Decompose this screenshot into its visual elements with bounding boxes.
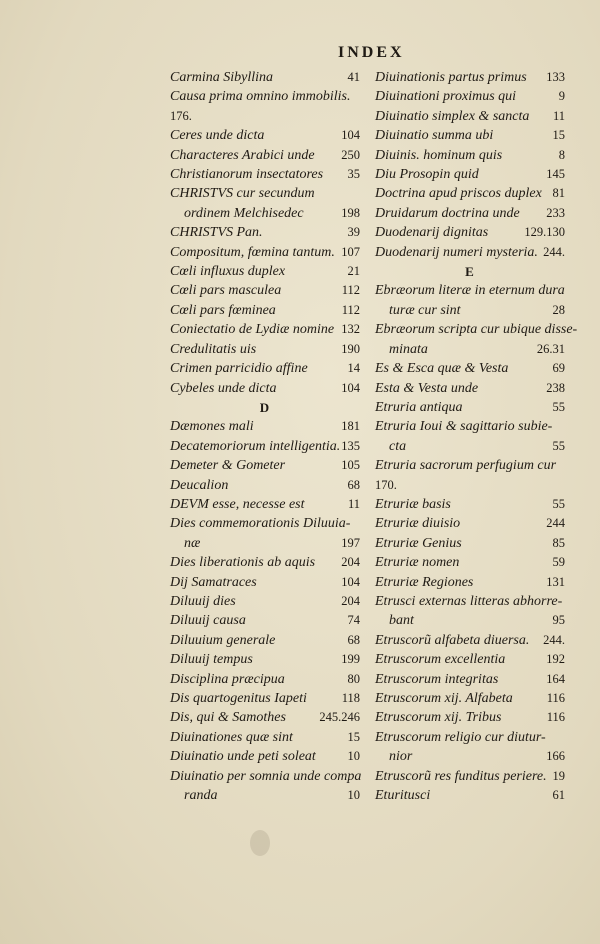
index-entry [375,786,565,805]
entry-page-number: 8 [558,147,565,162]
index-entry [375,223,565,242]
entry-page-number: 10 [347,788,360,803]
entry-term: Etruriæ Genius [375,535,462,551]
index-entry [170,223,360,242]
entry-term: Es & Esca quæ & Vesta [375,361,509,377]
entry-page-number: 26.31 [536,341,565,356]
entry-page-number: 190 [341,341,360,356]
entry-page-number: 132 [341,322,360,337]
entry-page-number: 116 [546,710,565,725]
entry-term: Diluuium generale [170,632,276,648]
index-entry [170,301,360,320]
entry-page-number: 164 [546,671,565,686]
entry-page-number: 55 [552,399,565,414]
entry-page-number: 15 [552,128,565,143]
index-entry [170,281,360,300]
entry-term: Compositum, fœmina tantum. [170,244,335,260]
index-column-left [170,68,360,805]
entry-page-number: 14 [347,361,360,376]
entry-term: Decatemoriorum intelligentia. [170,438,341,454]
entry-term: Diu Prosopin quid [375,167,479,183]
entry-term: Diuinis. hominum quis [375,147,503,163]
index-entry [170,573,360,592]
index-entry [170,689,360,708]
entry-term: Crimen parricidio affine [170,361,308,377]
index-entry [170,631,360,650]
entry-term: Diuinatio summa ubi [375,128,494,144]
entry-term: Demeter & Gometer [170,458,286,474]
entry-term: Cybeles unde dicta [170,380,277,396]
entry-term-continuation: næ [184,535,201,551]
index-entry [170,340,360,359]
index-entry [375,534,565,553]
entry-page-number: 9 [558,89,565,104]
entry-term-continuation: bant [389,613,414,629]
index-entry [170,359,360,378]
entry-term: DEVM esse, necesse est [170,496,305,512]
entry-page-number: 131 [546,574,565,589]
entry-page-number: 116 [546,691,565,705]
index-entry [375,553,565,572]
entry-page-number: 39 [347,225,360,240]
entry-term: Cœli influxus duplex [170,264,286,280]
index-column-right [375,68,578,805]
entry-page-number: 105 [341,458,360,473]
entry-term: Etruriæ nomen [375,555,460,571]
index-entry [375,708,565,727]
ink-smudge [250,830,270,856]
index-entry [375,146,565,165]
entry-page-number: 170. [375,477,397,492]
entry-term: Characteres Arabici unde [170,147,315,163]
index-entry [170,747,360,766]
entry-page-number: 135 [341,438,360,453]
index-entry [375,650,565,669]
entry-page-number: 55 [552,496,565,511]
entry-page-number: 197 [341,535,360,550]
entry-term: Dies liberationis ab aquis [170,555,316,571]
index-entry [375,573,565,592]
entry-page-number: 15 [347,729,360,744]
entry-term: Etruriæ Regiones [375,574,474,590]
entry-term: Etruscorum xij. Alfabeta [375,691,513,706]
entry-page-number: 204 [341,593,360,608]
index-entry [375,126,565,145]
entry-term: Etruscorũ res funditus periere. [375,768,547,784]
entry-page-number: 104 [341,128,360,143]
index-entry [375,631,565,650]
index-entry [170,165,360,184]
index-entry [170,68,360,87]
entry-term: Dij Samatraces [170,574,257,590]
entry-page-number: 112 [341,302,360,317]
entry-term: Dis quartogenitus Iapeti [170,691,307,706]
entry-page-number: 10 [347,749,360,764]
entry-page-number: 68 [347,632,360,647]
entry-term: Eturitusci [375,788,431,804]
index-entry [170,611,360,630]
entry-page-number: 11 [552,108,565,123]
index-entry [375,281,565,320]
index-entry [375,107,565,126]
index-entry [170,456,360,475]
entry-page-number: 81 [552,186,565,201]
entry-page-number: 59 [552,555,565,570]
entry-page-number: 250 [341,147,360,162]
entry-page-number: 41 [347,70,360,84]
index-entry [375,68,565,87]
index-entry [170,670,360,689]
entry-term: Duodenarij numeri mysteria. [375,244,538,260]
index-entry [375,767,565,786]
entry-term: Etruriæ basis [375,496,451,512]
entry-page-number: 55 [552,438,565,453]
entry-page-number: 28 [552,302,565,317]
entry-page-number: 11 [347,496,360,511]
entry-page-number: 68 [347,477,360,492]
section-letter: E [465,264,475,280]
entry-term: Christianorum insectatores [170,167,324,183]
index-entry [170,243,360,262]
entry-term-continuation: turæ cur sint [389,302,461,318]
entry-page-number: 85 [552,535,565,550]
index-entry [375,359,565,378]
index-entry [375,495,565,514]
index-entry [170,437,360,456]
entry-term: Diuinationis partus primus [375,70,527,85]
entry-term: Dies commemorationis Diluuia- [170,516,351,532]
entry-term: Diuinationi proximus qui [375,89,517,105]
entry-term-continuation: cta [389,438,407,454]
entry-page-number: 204 [341,555,360,570]
entry-page-number: 145 [546,167,565,182]
entry-term: Ebræorum literæ in eternum dura [375,283,565,299]
entry-page-number: 104 [341,574,360,589]
entry-term: Etruscorum religio cur diutur- [375,729,546,745]
entry-page-number: 181 [341,419,360,434]
entry-page-number: 244. [543,632,565,647]
entry-page-number: 199 [341,652,360,667]
entry-term: Etruria Ioui & sagittario subie- [375,419,553,435]
index-entry [170,417,360,436]
entry-term: Dæmones mali [170,419,254,435]
entry-term: Diuinatio unde peti soleat [170,749,316,765]
index-entry [170,262,360,281]
index-entry [375,243,565,262]
entry-term: Etruria sacrorum perfugium cur [375,458,557,474]
entry-term: Diuinationes quæ sint [170,729,293,745]
index-entry [375,670,565,689]
entry-term: Etruriæ diuisio [375,516,461,532]
entry-page-number: 192 [546,652,565,667]
index-entry [170,87,360,126]
index-entry [170,708,360,727]
index-entry [170,495,360,514]
entry-term: Etruscorum integritas [375,671,499,687]
entry-term: Cœli pars masculea [170,283,282,299]
entry-term-continuation: randa [184,788,218,804]
entry-term: Coniectatio de Lydiæ nomine [170,322,335,338]
entry-term: Causa prima omnino immobilis. [170,89,351,105]
entry-term: Diuinatio simplex & sancta [375,108,530,124]
index-entry [170,650,360,669]
index-entry [375,87,565,106]
index-entry [375,184,565,203]
entry-page-number: 118 [341,691,360,705]
section-letter: D [259,399,271,415]
entry-term: Deucalion [170,477,229,493]
index-entry [170,514,360,553]
entry-term: Ceres unde dicta [170,128,265,144]
entry-term: Diluuij tempus [170,652,253,668]
entry-page-number: 80 [347,671,360,686]
index-entry [375,456,565,495]
index-entry [375,398,565,417]
entry-page-number: 35 [347,167,360,182]
entry-term: Ebræorum scripta cur ubique disse- [375,322,578,338]
index-entry [375,320,578,359]
entry-term: Carmina Sibyllina [170,70,274,85]
entry-term: Credulitatis uis [170,341,257,357]
entry-term-continuation: nior [389,749,413,765]
entry-term: Diluuij causa [170,613,246,629]
index-entry [375,728,565,767]
entry-term: Dis, qui & Samothes [170,710,286,726]
entry-page-number: 104 [341,380,360,395]
index-entry [170,126,360,145]
index-entry [170,592,360,611]
entry-term: Esta & Vesta unde [375,380,479,396]
index-entry [375,592,565,631]
entry-term: Diluuij dies [170,593,236,609]
index-entry [170,146,360,165]
entry-term: Etruscorum xij. Tribus [375,710,502,726]
entry-page-number: 245.246 [319,710,360,725]
index-entry [375,689,565,708]
entry-page-number: 238 [546,380,565,395]
index-entry [170,553,360,572]
index-entry [170,379,360,398]
index-entry [375,165,565,184]
index-entry [170,767,360,806]
entry-term: Etrusci externas litteras abhorre- [375,593,563,609]
entry-page-number: 69 [552,361,565,376]
entry-page-number: 166 [546,749,565,764]
entry-term: Druidarum doctrina unde [375,205,520,221]
entry-page-number: 133 [546,70,565,84]
entry-page-number: 107 [341,244,360,259]
entry-term: Duodenarij dignitas [375,225,489,241]
page-header: INDEX [338,44,405,61]
entry-term-continuation: minata [389,341,428,357]
index-entry [375,204,565,223]
index-entry [170,320,360,339]
entry-page-number: 176. [170,108,192,123]
entry-term: Disciplina præcipua [170,671,285,687]
index-entry [375,417,565,456]
entry-term: CHRISTVS cur secundum [170,186,315,202]
entry-term: Etruscorũ alfabeta diuersa. [375,632,530,648]
entry-page-number: 233 [546,205,565,220]
index-entry [375,514,565,533]
entry-term: CHRISTVS Pan. [170,225,263,241]
entry-page-number: 95 [552,613,565,628]
index-entry [375,379,565,398]
entry-page-number: 198 [341,205,360,220]
entry-page-number: 129.130 [524,225,565,240]
entry-page-number: 61 [552,788,565,803]
index-entry [170,184,360,223]
index-entry [170,476,360,495]
entry-page-number: 112 [341,283,360,298]
entry-page-number: 74 [347,613,360,628]
entry-term: Etruscorum excellentia [375,652,506,668]
entry-page-number: 19 [552,768,565,783]
entry-page-number: 244. [543,244,565,259]
entry-term: Etruria antiqua [375,399,463,415]
entry-page-number: 21 [347,264,360,279]
index-entry [170,728,360,747]
entry-term: Cœli pars fœminea [170,302,276,318]
entry-page-number: 244 [546,516,565,531]
entry-term: Doctrina apud priscos duplex [375,186,542,202]
entry-term: Diuinatio per somnia unde compa [170,768,362,784]
entry-term-continuation: ordinem Melchisedec [184,205,304,221]
